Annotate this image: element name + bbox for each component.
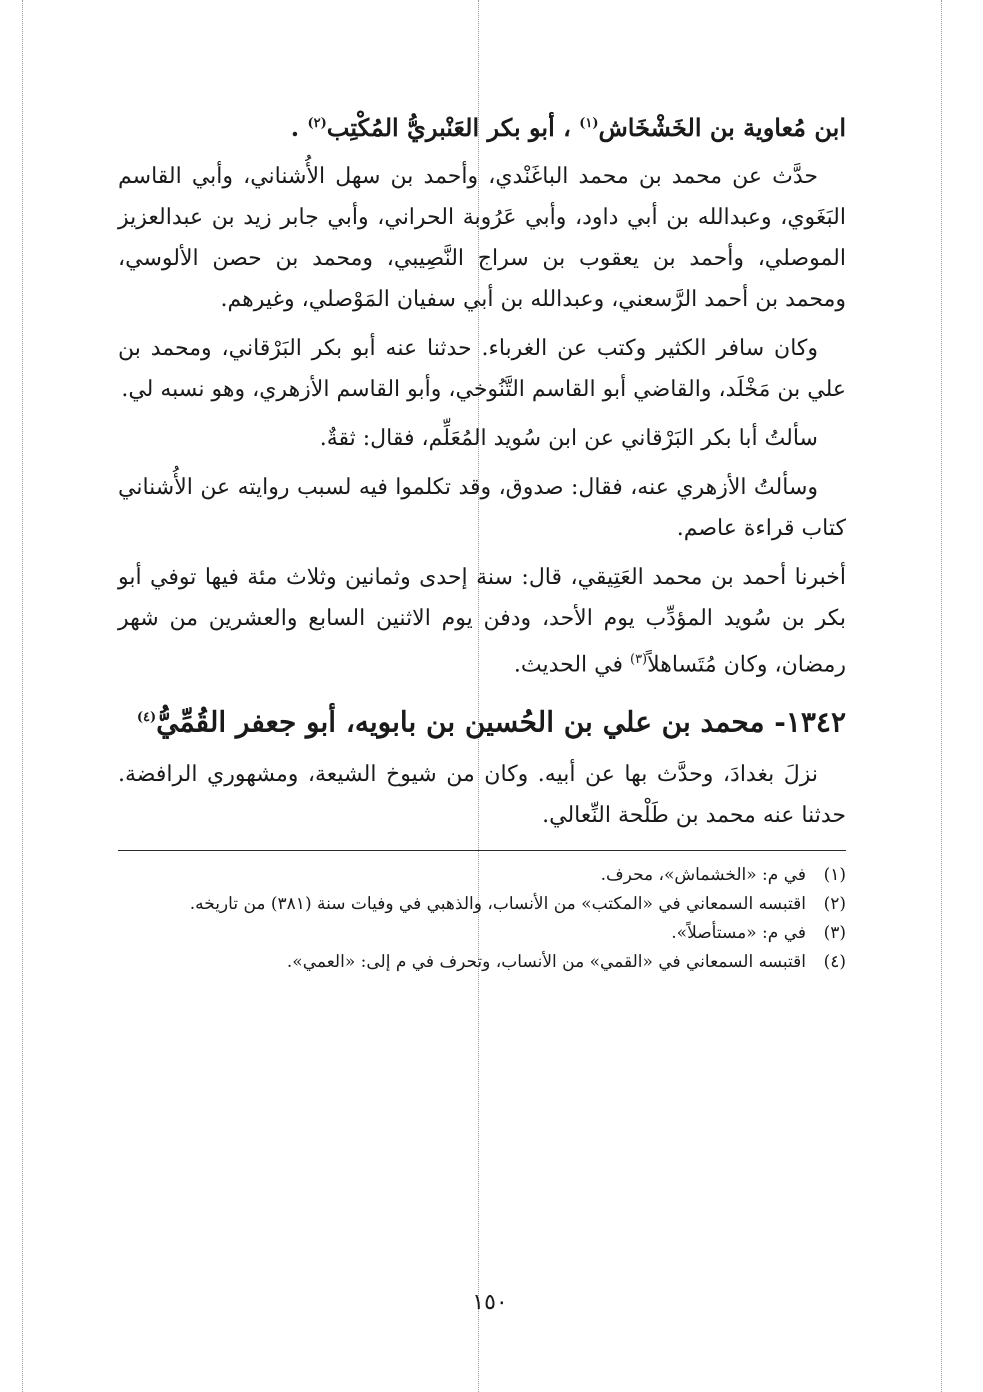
footnote-text: في م: «الخشماش»، محرف. — [600, 864, 806, 885]
entry-header-middle: ، أبو بكر العَنْبريُّ المُكْتِب — [326, 113, 580, 142]
footnote-text: اقتبسه السمعاني في «المكتب» من الأنساب، والذهبي في وفيات سنة (٣٨١) من تاريخه. — [189, 893, 806, 914]
paragraph-barqani: سألتُ أبا بكر البَرْقاني عن ابن سُويد المُعَلِّم، فقال: ثقةٌ. — [319, 426, 818, 451]
footnote-item — [118, 890, 846, 919]
entry-1342-title — [118, 695, 846, 745]
footnote-number: (٤) — [823, 951, 846, 972]
footnote-ref-3: (٣) — [629, 652, 648, 667]
death-text-end: في الحديث. — [513, 652, 630, 678]
footnote-item — [118, 948, 846, 977]
paragraph-death — [118, 557, 846, 685]
footnote-ref-2: (٢) — [307, 116, 327, 131]
footnote-divider — [118, 850, 846, 851]
footnote-number: (٣) — [823, 922, 846, 943]
footnote-text: في م: «مستأصلاً». — [671, 922, 806, 943]
paragraph-travels: وكان سافر الكثير وكتب عن الغرباء. حدثنا عنه أبو بكر البَرْقاني، ومحمد بن علي بن مَخْلَد، والقاضي أبو القاسم التَّنُوخي، وأبو القاسم الأزهري، وهو نسبه لي. — [118, 336, 846, 402]
book-page — [118, 90, 846, 977]
page-number: ١٥٠ — [472, 1290, 508, 1315]
footnote-text: اقتبسه السمعاني في «القمي» من الأنساب، وتحرف في م إلى: «العمي». — [286, 951, 806, 972]
footnotes — [118, 861, 846, 977]
footnote-item — [118, 919, 846, 948]
footnote-item — [118, 861, 846, 890]
paragraph-entry-1342: نزلَ بغدادَ، وحدَّث بها عن أبيه. وكان من شيوخ الشيعة، ومشهوري الرافضة. حدثنا عنه محمد بن طَلْحة النِّعالي. — [118, 761, 846, 828]
death-text: أخبرنا أحمد بن محمد العَتِيقي، قال: سنة إحدى وثمانين وثلاث مئة فيها توفي أبو بكر بن سُويد المؤدِّب يوم الأحد، ودفن يوم الاثنين السابع والعشرين من شهر رمضان، وكان مُتَساهلاً — [118, 565, 847, 678]
footnote-ref-4: (٤) — [136, 710, 157, 726]
paragraph-narrators: حدَّث عن محمد بن محمد الباغَنْدي، وأحمد بن سهل الأُشناني، وأبي القاسم البَغَوي، وعبدالله بن أبي داود، وأبي عَرُوبة الحراني، وأبي جابر زيد بن عبدالعزيز الموصلي، وأحمد بن يعقوب بن سراج النَّصِيبي، ومحمد بن حصن الألوسي، ومحمد بن أحمد الرَّسعني، وعبدالله بن أبي سفيان المَوْصلي، وغيرهم. — [118, 164, 846, 312]
footnote-number: (٢) — [823, 893, 846, 914]
entry-header-end: . — [290, 113, 308, 142]
footnote-ref-1: (١) — [579, 116, 599, 131]
entry-1342-title-text: ١٣٤٢- محمد بن علي بن الحُسين بن بابويه، أبو جعفر القُمِّيُّ — [156, 705, 846, 739]
entry-header — [118, 104, 846, 148]
footnote-number: (١) — [823, 864, 846, 885]
scan-artifact-line — [22, 0, 23, 1392]
entry-header-text: ابن مُعاوية بن الخَشْخَاش — [598, 113, 846, 142]
paragraph-azhari: وسألتُ الأزهري عنه، فقال: صدوق، وقد تكلموا فيه لسبب روايته عن الأُشناني كتاب قراءة عاصم. — [118, 475, 846, 541]
scan-artifact-line — [941, 0, 942, 1392]
